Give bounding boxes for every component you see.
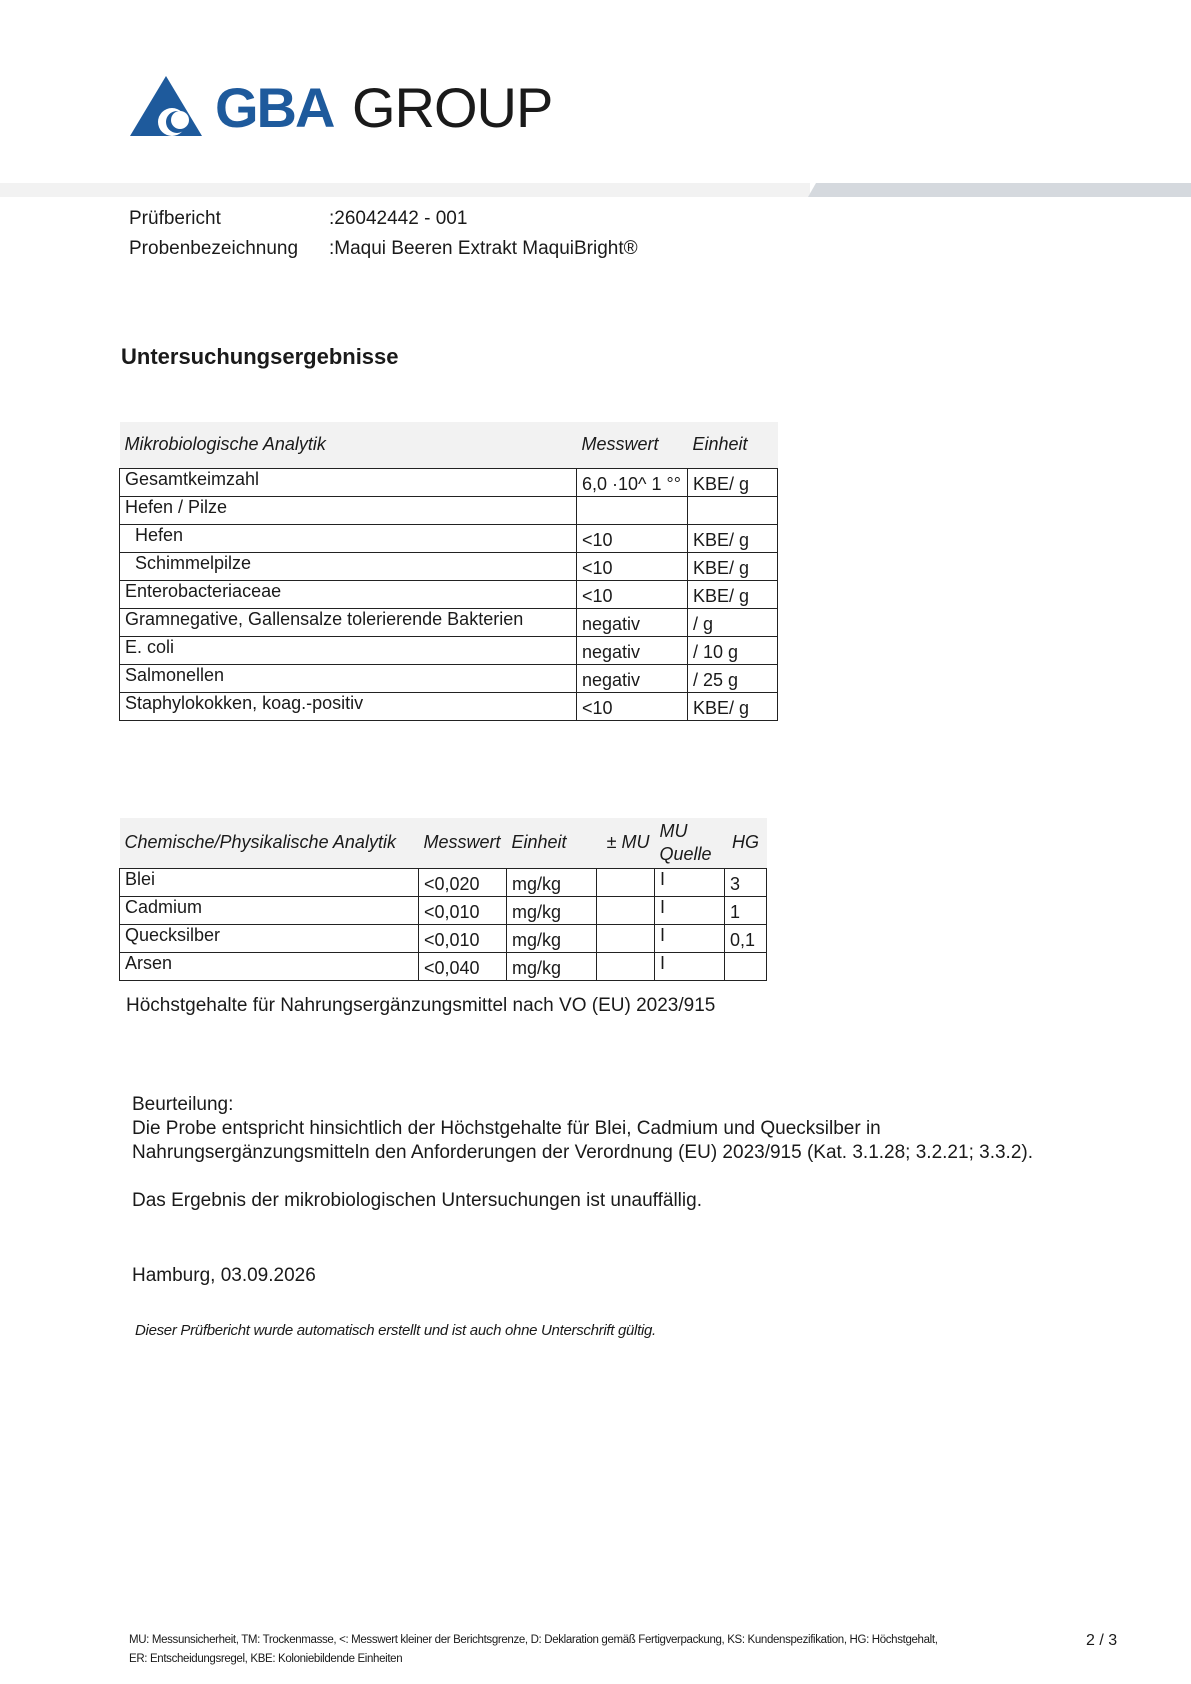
footer-abbreviations: MU: Messunsicherheit, TM: Trockenmasse, <: Messwert kleiner der Berichtsgrenze, D: Deklaration gemäß Fertigverpackung, KS: Kundenspezifikation, HG: Höchstgehalt, [129, 1634, 938, 1646]
mu-source: I [655, 952, 725, 980]
unit: KBE/ g [688, 468, 778, 496]
analyte-name: Enterobacteriaceae [120, 580, 577, 608]
microbiology-table [119, 422, 778, 721]
table-row [120, 636, 778, 664]
mu-source: I [655, 868, 725, 896]
sample-name-label: Probenbezeichnung [129, 238, 299, 259]
unit: KBE/ g [688, 552, 778, 580]
assessment-microbiology-result: Das Ergebnis der mikrobiologischen Untersuchungen ist unauffällig. [132, 1190, 702, 1211]
analyte-name: Schimmelpilze [120, 552, 577, 580]
column-header: Messwert [577, 422, 688, 468]
measurement-uncertainty [597, 924, 655, 952]
analyte-name: Arsen [120, 952, 419, 980]
measured-value: <10 [577, 552, 688, 580]
column-header: Mikrobiologische Analytik [120, 422, 577, 468]
unit: mg/kg [507, 952, 597, 980]
analyte-name: Hefen [120, 524, 577, 552]
measured-value: <0,040 [419, 952, 507, 980]
analyte-name: Salmonellen [120, 664, 577, 692]
table-row [120, 692, 778, 720]
unit [688, 496, 778, 524]
table-row [120, 664, 778, 692]
table-row [120, 524, 778, 552]
measured-value: <10 [577, 580, 688, 608]
analyte-name: Hefen / Pilze [120, 496, 577, 524]
measured-value: <0,010 [419, 924, 507, 952]
table-row [120, 924, 767, 952]
column-header: Messwert [419, 818, 507, 868]
automatic-report-note: Dieser Prüfbericht wurde automatisch erstellt und ist auch ohne Unterschrift gültig. [135, 1322, 656, 1339]
assessment-text-line: Nahrungsergänzungsmitteln den Anforderungen der Verordnung (EU) 2023/915 (Kat. 3.1.28; 3.2.21; 3.3.2). [132, 1142, 1033, 1163]
company-logo [130, 74, 570, 144]
unit: KBE/ g [688, 692, 778, 720]
report-number-label: Prüfbericht [129, 208, 221, 229]
table-header-row [120, 422, 778, 468]
measured-value: 6,0 ·10^ 1 °° [577, 468, 688, 496]
header-divider-band [0, 183, 1191, 197]
table-row [120, 580, 778, 608]
column-header [655, 818, 725, 868]
place-date: Hamburg, 03.09.2026 [132, 1265, 316, 1286]
sample-name-value: :Maqui Beeren Extrakt MaquiBright® [329, 238, 638, 259]
column-header-source: Quelle [659, 843, 712, 864]
mu-source: I [655, 896, 725, 924]
measurement-uncertainty [597, 952, 655, 980]
maximum-level [725, 952, 767, 980]
measured-value: <10 [577, 692, 688, 720]
measurement-uncertainty [597, 896, 655, 924]
chemistry-table [119, 818, 767, 981]
analyte-name: Staphylokokken, koag.-positiv [120, 692, 577, 720]
analyte-name: Blei [120, 868, 419, 896]
measurement-uncertainty [597, 868, 655, 896]
table-row [120, 552, 778, 580]
column-header: Chemische/Physikalische Analytik [120, 818, 419, 868]
logo-text-gba: GBA [215, 76, 334, 139]
logo-text-group: GROUP [352, 76, 553, 139]
table-row [120, 952, 767, 980]
unit: mg/kg [507, 924, 597, 952]
unit: KBE/ g [688, 524, 778, 552]
limits-note: Höchstgehalte für Nahrungsergänzungsmittel nach VO (EU) 2023/915 [126, 995, 716, 1016]
measured-value [577, 496, 688, 524]
analyte-name: Gesamtkeimzahl [120, 468, 577, 496]
measured-value: <0,010 [419, 896, 507, 924]
table-row [120, 608, 778, 636]
analyte-name: Cadmium [120, 896, 419, 924]
measured-value: <0,020 [419, 868, 507, 896]
column-header: Einheit [507, 818, 597, 868]
unit: / 10 g [688, 636, 778, 664]
table-row [120, 468, 778, 496]
maximum-level: 3 [725, 868, 767, 896]
measured-value: negativ [577, 608, 688, 636]
unit: / 25 g [688, 664, 778, 692]
assessment-text-line: Die Probe entspricht hinsichtlich der Höchstgehalte für Blei, Cadmium und Quecksilber in [132, 1118, 881, 1139]
footer-abbreviations: ER: Entscheidungsregel, KBE: Koloniebildende Einheiten [129, 1653, 403, 1665]
unit: / g [688, 608, 778, 636]
assessment-label: Beurteilung: [132, 1094, 234, 1115]
analyte-name: Quecksilber [120, 924, 419, 952]
measured-value: <10 [577, 524, 688, 552]
column-header: ± MU [597, 818, 655, 868]
page-number: 2 / 3 [1086, 1632, 1118, 1649]
table-row [120, 868, 767, 896]
analyte-name: E. coli [120, 636, 577, 664]
table-row [120, 496, 778, 524]
unit: mg/kg [507, 896, 597, 924]
analyte-name: Gramnegative, Gallensalze tolerierende Bakterien [120, 608, 577, 636]
section-title: Untersuchungsergebnisse [121, 344, 399, 369]
table-row [120, 896, 767, 924]
measured-value: negativ [577, 636, 688, 664]
logo-mark-icon [130, 76, 202, 136]
unit: mg/kg [507, 868, 597, 896]
measured-value: negativ [577, 664, 688, 692]
unit: KBE/ g [688, 580, 778, 608]
column-header: Einheit [688, 422, 778, 468]
column-header-mu: MU [659, 820, 688, 841]
maximum-level: 0,1 [725, 924, 767, 952]
maximum-level: 1 [725, 896, 767, 924]
mu-source: I [655, 924, 725, 952]
report-number-value: :26042442 - 001 [329, 208, 468, 229]
column-header: HG [725, 818, 767, 868]
table-header-row [120, 818, 767, 868]
